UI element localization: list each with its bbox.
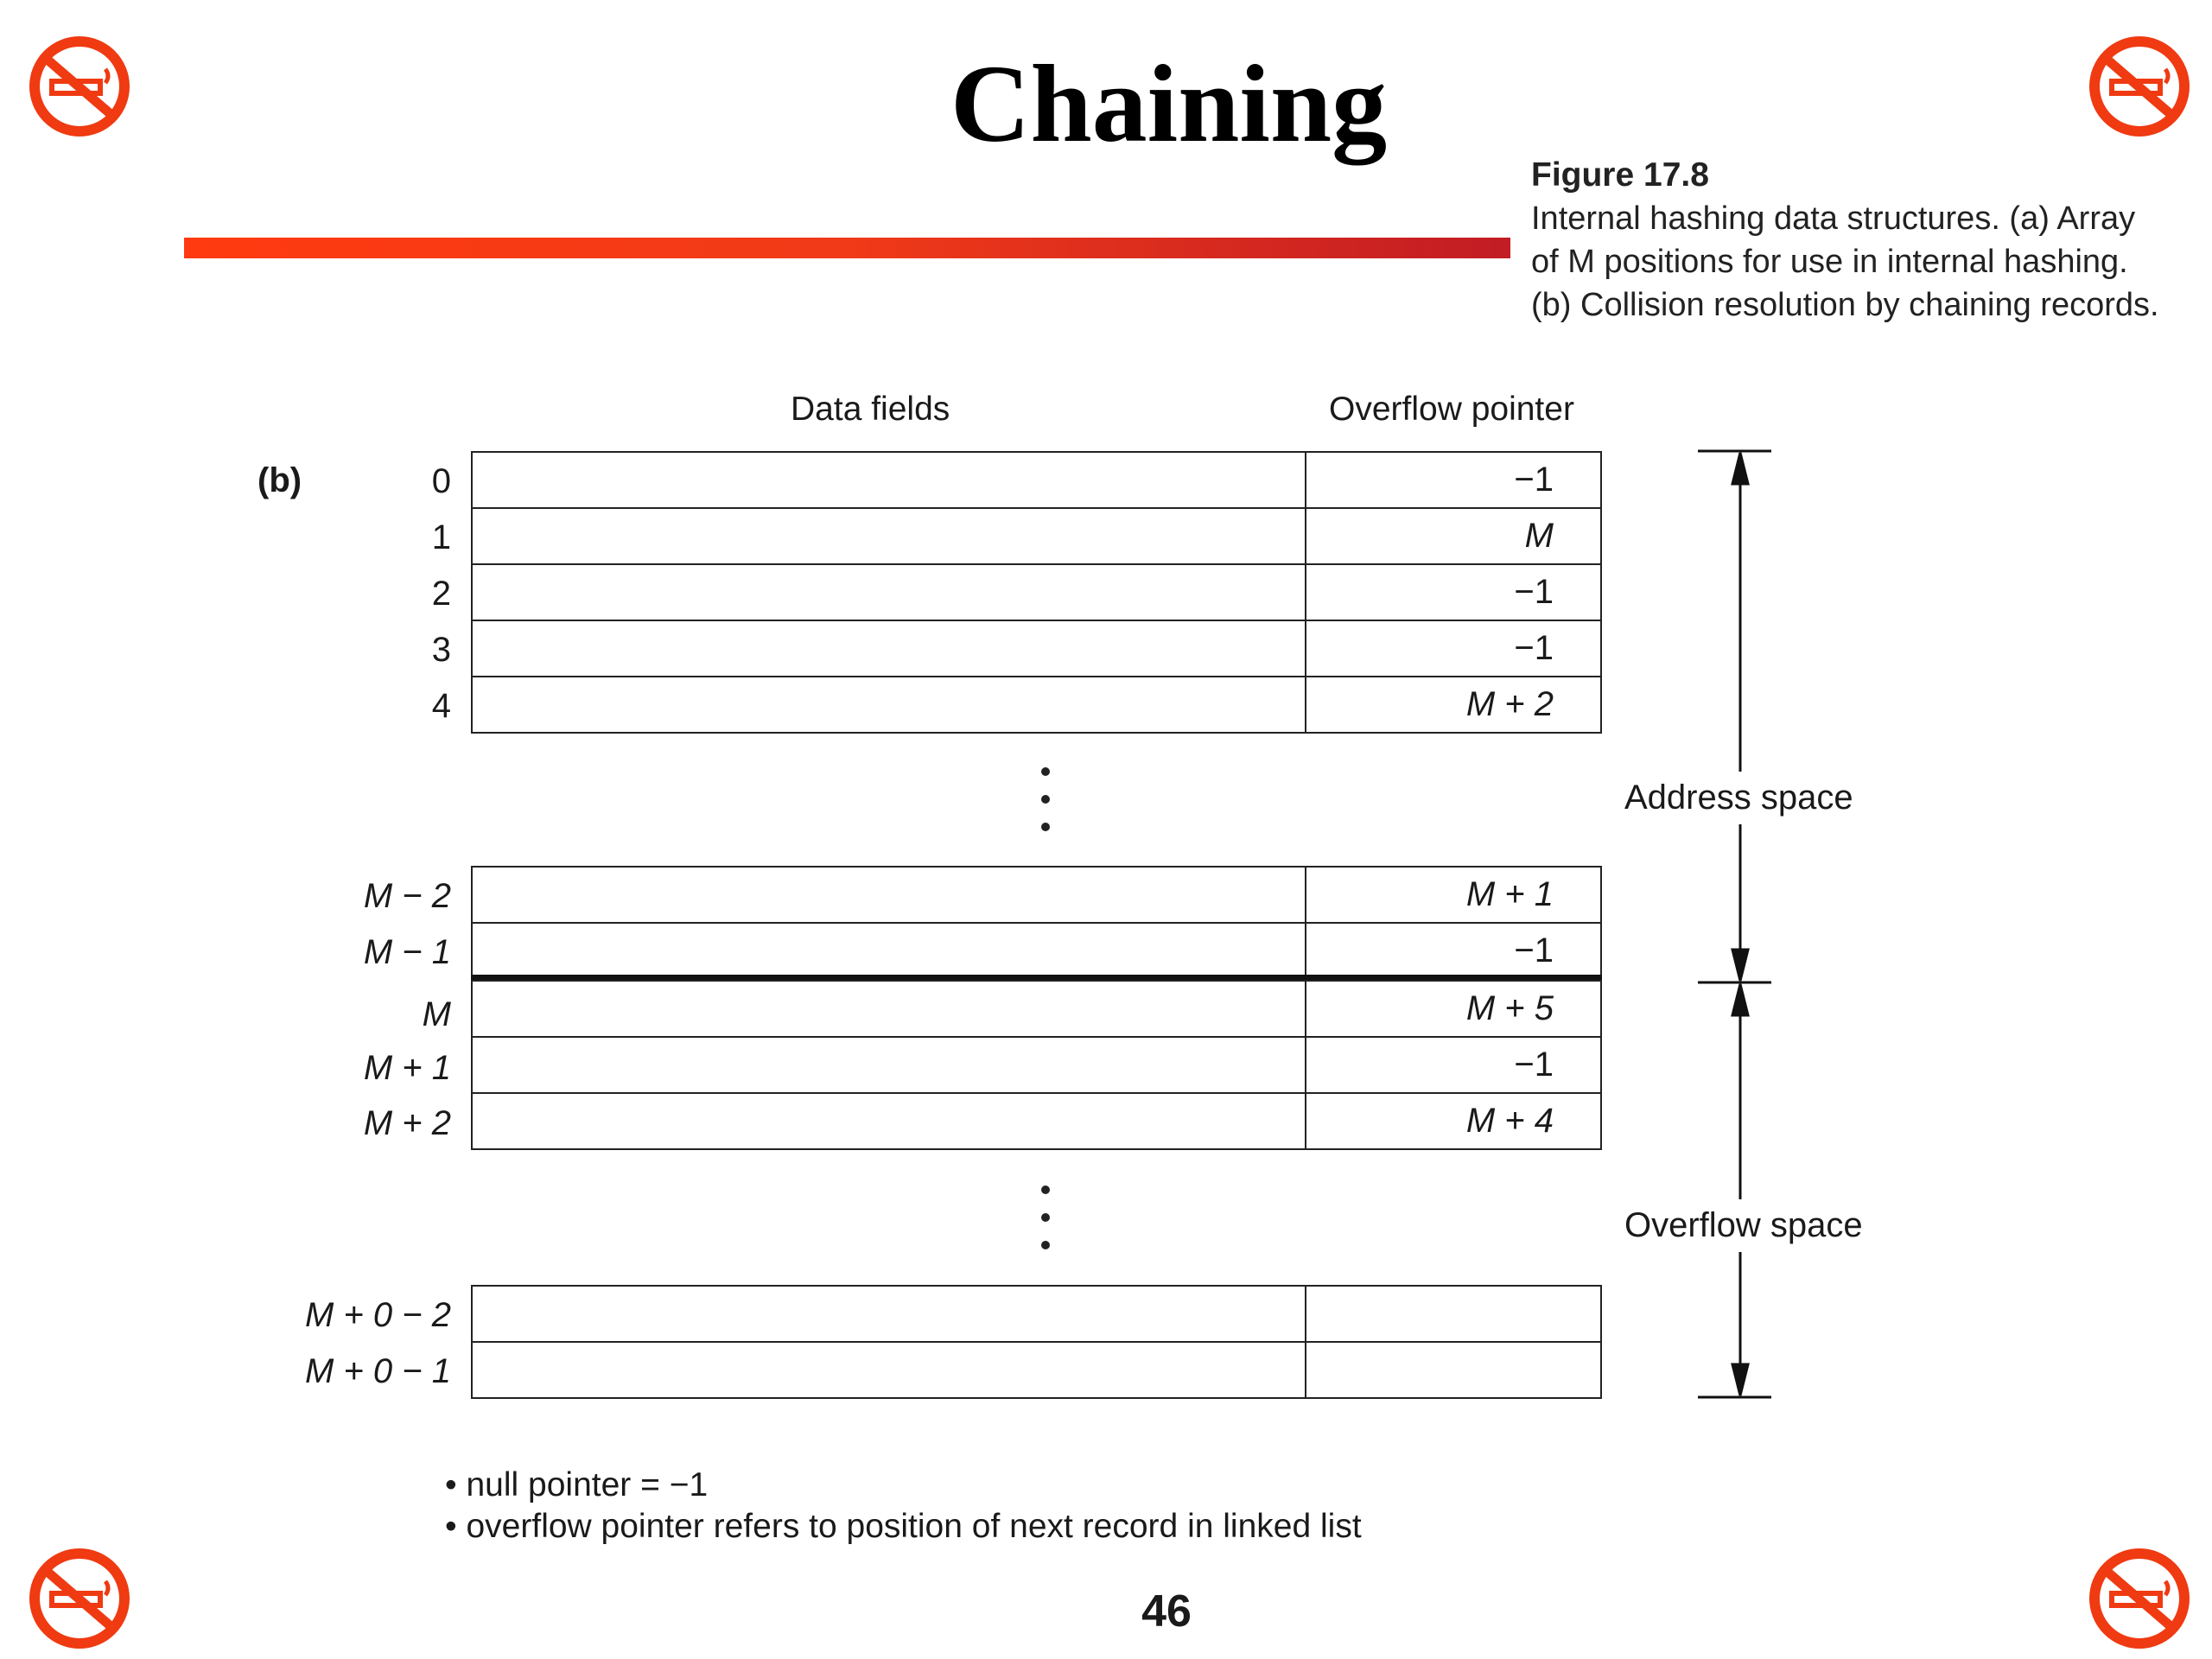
- pointer-cell: −1: [1514, 461, 1554, 499]
- pointer-cell: −1: [1514, 1046, 1554, 1084]
- slide-title: Chaining: [950, 42, 1388, 165]
- page-number: 46: [1141, 1586, 1192, 1637]
- row-index: M + 1: [363, 1049, 451, 1087]
- caption-line: Internal hashing data structures. (a) Array: [1531, 200, 2136, 237]
- overflow-pointer-header: Overflow pointer: [1329, 391, 1574, 428]
- overflow-space-label: Overflow space: [1624, 1199, 1863, 1252]
- row-index: M + 0 − 1: [305, 1352, 451, 1390]
- row-index: 1: [431, 518, 451, 556]
- data-fields-header: Data fields: [791, 391, 950, 428]
- pointer-cell: −1: [1514, 931, 1554, 969]
- row-index: M + 2: [363, 1104, 451, 1142]
- caption-line: (b) Collision resolution by chaining records.: [1531, 287, 2159, 323]
- note-item: • null pointer = −1: [445, 1466, 709, 1503]
- row-index: 3: [431, 631, 451, 669]
- pointer-value: M + 5: [1465, 989, 1554, 1027]
- address-space-label: Address space: [1624, 772, 1853, 824]
- row-index: 4: [431, 687, 451, 725]
- figure-label: Figure 17.8: [1531, 156, 1709, 194]
- pointer-value: M + 4: [1465, 1102, 1554, 1140]
- pointer-value: M: [1524, 517, 1554, 555]
- pointer-cell: −1: [1514, 629, 1554, 667]
- row-index: M + 0 − 2: [305, 1296, 451, 1334]
- pointer-cell: −1: [1514, 573, 1554, 611]
- pointer-value: M + 1: [1465, 875, 1554, 913]
- part-label: (b): [257, 461, 302, 499]
- pointer-value: M + 2: [1465, 685, 1554, 723]
- row-index: M − 1: [363, 933, 451, 971]
- row-index: M: [422, 995, 451, 1033]
- caption-line: of M positions for use in internal hashing.: [1531, 244, 2128, 280]
- row-index: 2: [431, 575, 451, 613]
- note-item: • overflow pointer refers to position of next record in linked list: [445, 1508, 1362, 1545]
- row-index: 0: [431, 462, 451, 500]
- row-index: M − 2: [363, 877, 451, 915]
- notes: [445, 1465, 1362, 1548]
